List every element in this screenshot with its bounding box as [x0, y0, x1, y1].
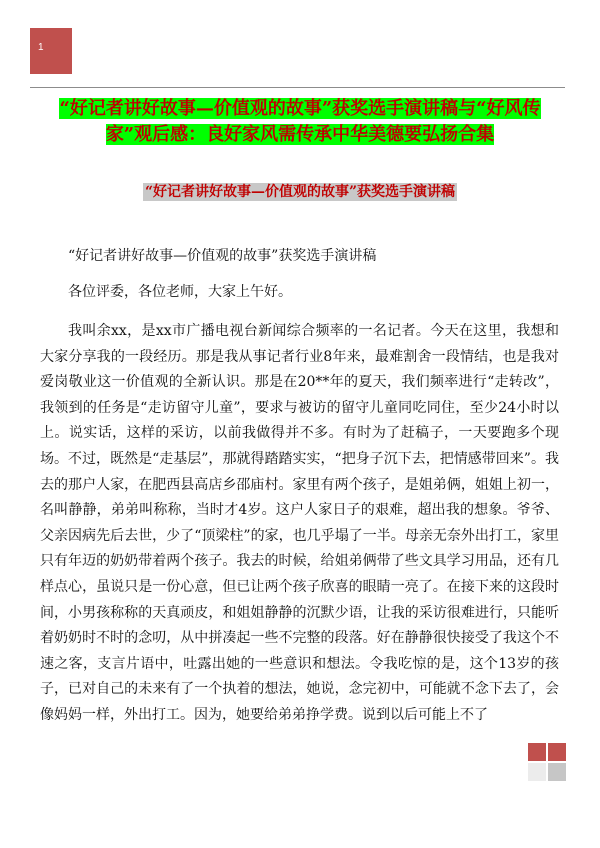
greeting-paragraph: 各位评委，各位老师，大家上午好。: [68, 284, 292, 300]
document-title: [40, 96, 560, 148]
section-heading: [40, 182, 560, 202]
document-body: [40, 238, 559, 729]
corner-square-red: [528, 743, 546, 761]
page-number-badge: [30, 28, 72, 74]
page-number: 1: [38, 42, 44, 53]
header-divider: [30, 87, 565, 88]
corner-decoration-icon: [528, 743, 568, 783]
corner-square-gray: [548, 763, 566, 781]
corner-square-red-2: [548, 743, 566, 761]
document-title-text: “好记者讲好故事—价值观的故事”获奖选手演讲稿与“好风传家”观后感：良好家风需传承中华美德要弘扬合集: [59, 98, 541, 145]
main-paragraph: 我叫余xx，是xx市广播电视台新闻综合频率的一名记者。今天在这里，我想和大家分享我的一段经历。那是我从事记者行业8年来，最难割舍一段情结，也是我对爱岗敬业这一价值观的全新认识。那是在20**年的夏天，我们频率进行“走转改”，我领到的任务是“走访留守儿童”，要求与被访的留守儿童同吃同住，至少24小时以上。说实话，这样的采访，以前我做得并不多。有时为了赶稿子，一天要跑多个现场。不过，既然是“走基层”，那就得踏踏实实，“把身子沉下去，把情感带回来”。我去的那户人家，在肥西县高店乡邵庙村。家里有两个孩子，是姐弟俩，姐姐上初一，名叫静静，弟弟叫称称，当时才4岁。这户人家日子的艰难，超出我的想象。爷爷、父亲因病先后去世，少了“顶梁柱”的家，也几乎塌了一半。母亲无奈外出打工，家里只有年迈的奶奶带着两个孩子。我去的时候，给姐弟俩带了些文具学习用品，还有几样点心，虽说只是一份心意，但已让两个孩子欣喜的眼睛一亮了。在接下来的这段时间，小男孩称称的天真顽皮，和姐姐静静的沉默少语，让我的采访很难进行，只能听着奶奶时不时的念叨，从中拼凑起一些不完整的段落。好在静静很快接受了我这个不速之客，支言片语中，吐露出她的一些意识和想法。令我吃惊的是，这个13岁的孩子，已对自己的未来有了一个执着的想法，她说，念完初中，可能就不念下去了，会像妈妈一样，外出打工。因为，她要给弟弟挣学费。说到以后可能上不了: [40, 323, 559, 723]
corner-square-light: [528, 763, 546, 781]
speech-subtitle-paragraph: “好记者讲好故事—价值观的故事”获奖选手演讲稿: [68, 248, 377, 264]
section-heading-text: “好记者讲好故事—价值观的故事”获奖选手演讲稿: [144, 184, 456, 200]
